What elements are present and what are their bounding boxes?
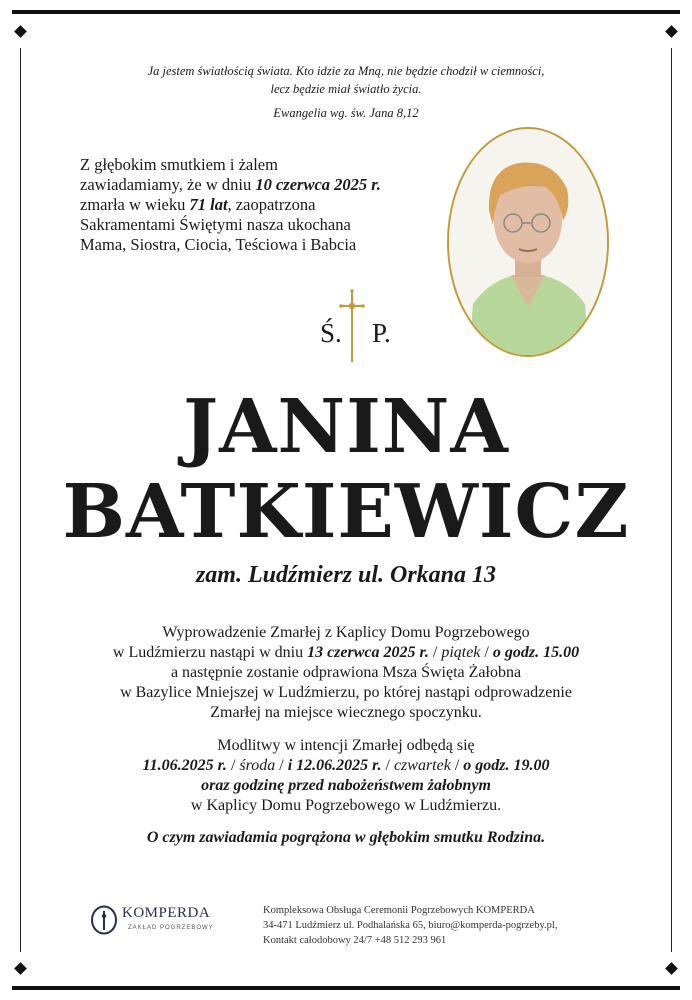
funeral-line: Zmarłej na miejsce wiecznego spoczynku. (210, 704, 482, 721)
separator: / (275, 757, 288, 774)
funeral-line: a następnie zostanie odprawiona Msza Święta Żałobna (170, 664, 522, 681)
funeral-info (0, 623, 692, 723)
separator: / (226, 757, 240, 774)
bottom-border (12, 986, 680, 990)
prayers-info (0, 736, 692, 816)
prayer-date: i 12.06.2025 r. (287, 757, 382, 774)
prayers-line: Modlitwy w intencji Zmarłej odbędą się (217, 737, 475, 754)
separator: / (480, 644, 493, 661)
diamond-ornament (665, 962, 678, 975)
quote-line: lecz będzie miał światło życia. (270, 82, 422, 96)
intro-line: Z głębokim smutkiem i żalem (80, 155, 278, 174)
prayers-line: oraz godzinę przed nabożeństwem żałobnym (201, 777, 491, 794)
cross-icon (337, 288, 367, 364)
prayer-date: 11.06.2025 r. (142, 757, 227, 774)
company-logo (90, 903, 250, 943)
funeral-time: o godz. 15.00 (492, 644, 580, 661)
company-line: Kompleksowa Obsługa Ceremonii Pogrzebowych KOMPERDA (263, 905, 535, 916)
prayer-time: o godz. 19.00 (463, 757, 550, 774)
closing-line: O czym zawiadamia pogrążona w głębokim smutku Rodzina. (146, 829, 546, 846)
deceased-last-name: BATKIEWICZ (62, 469, 630, 555)
company-info (263, 903, 557, 948)
separator: / (381, 757, 394, 774)
separator: / (450, 757, 464, 774)
intro-text (80, 155, 440, 255)
bible-quote (0, 62, 692, 98)
intro-line (80, 195, 440, 215)
death-date: 10 czerwca 2025 r. (255, 175, 381, 194)
portrait-photo (447, 127, 609, 357)
logo-icon (90, 905, 118, 935)
prayer-weekday: czwartek (393, 757, 451, 774)
funeral-weekday: piątek (441, 644, 481, 661)
sp-letter: P. (372, 318, 391, 348)
logo-name: KOMPERDA (122, 905, 211, 921)
residence-address: zam. Ludźmierz ul. Orkana 13 (195, 562, 497, 588)
company-line: 34-471 Ludźmierz ul. Podhalańska 65, biuro@komperda-pogrzeby.pl, (263, 920, 558, 931)
quote-line: Ja jestem światłością świata. Kto idzie za Mną, nie będzie chodził w ciemności, (147, 64, 545, 78)
deceased-first-name: JANINA (183, 384, 509, 470)
portrait-illustration (449, 129, 607, 355)
intro-text-part: zawiadamiamy, że w dniu (80, 175, 256, 194)
top-border (12, 10, 680, 14)
quote-source: Ewangelia wg. św. Jana 8,12 (273, 106, 419, 120)
separator: / (428, 644, 442, 661)
diamond-ornament (665, 25, 678, 38)
intro-line: Sakramentami Świętymi nasza ukochana (80, 215, 351, 234)
funeral-line: w Bazylice Mniejszej w Ludźmierzu, po której nastąpi odprowadzenie (120, 684, 572, 701)
diamond-ornament (14, 25, 27, 38)
intro-text-part: zmarła w wieku (80, 195, 190, 214)
logo-subtitle: ZAKŁAD POGRZEBOWY (128, 925, 214, 931)
age: 71 lat (189, 195, 228, 214)
funeral-line (0, 643, 692, 663)
intro-text-part: , zaopatrzona (227, 195, 316, 214)
intro-line (80, 175, 440, 195)
diamond-ornament (14, 962, 27, 975)
prayers-line: w Kaplicy Domu Pogrzebowego w Ludźmierzu. (190, 797, 502, 814)
prayers-line (0, 756, 692, 776)
company-line: Kontakt całodobowy 24/7 +48 512 293 961 (263, 935, 447, 946)
sp-cross-block (320, 318, 410, 358)
intro-line: Mama, Siostra, Ciocia, Teściowa i Babcia (80, 235, 357, 254)
prayer-weekday: środa (239, 757, 276, 774)
funeral-line: Wyprowadzenie Zmarłej z Kaplicy Domu Pogrzebowego (162, 624, 530, 641)
sp-letter: Ś. (320, 318, 342, 348)
funeral-date: 13 czerwca 2025 r. (307, 644, 429, 661)
funeral-text-part: w Ludźmierzu nastąpi w dniu (112, 644, 308, 661)
